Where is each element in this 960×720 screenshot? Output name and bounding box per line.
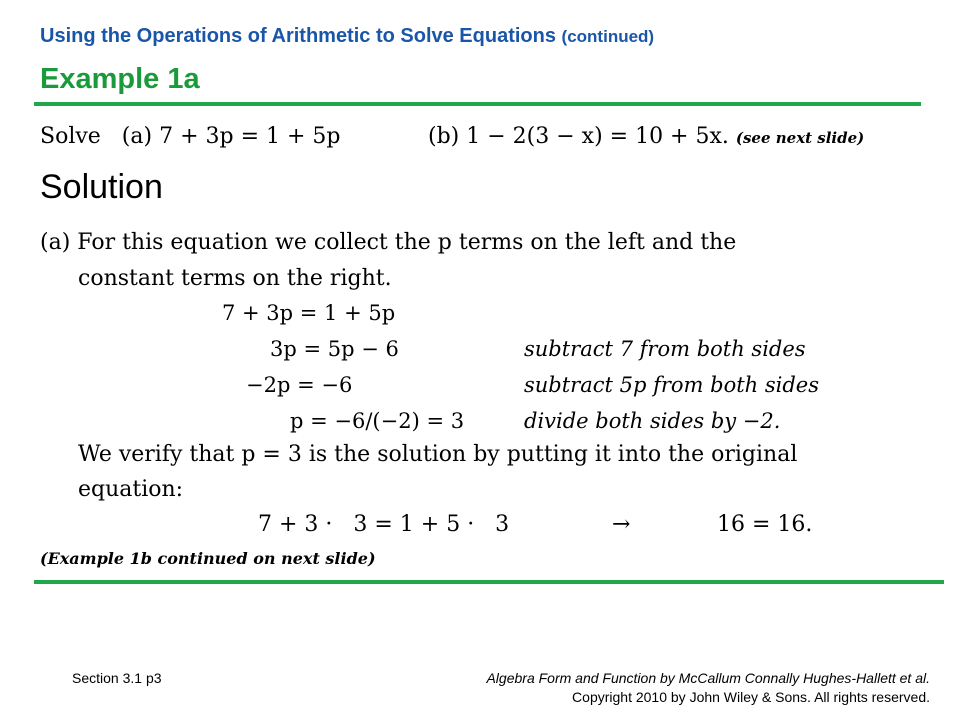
header-title-suffix: (continued) [561,27,655,46]
footer-section-label: Section 3.1 p3 [72,670,162,686]
solution-heading: Solution [40,168,163,206]
problem-statement [40,124,865,149]
continued-note: (Example 1b continued on next slide) [40,549,376,568]
problem-part-b: (b) 1 − 2(3 − x) = 10 + 5x. [428,124,729,149]
verify-line-1: We verify that p = 3 is the solution by putting it into the original [78,442,798,467]
footer-copyright: Copyright 2010 by John Wiley & Sons. All rights reserved. [572,689,930,705]
top-divider [34,102,921,106]
equation-step-2: 3p = 5p − 6 [270,337,399,361]
footer-book-credit: Algebra Form and Function by McCallum Connally Hughes-Hallett et al. [486,670,930,686]
problem-part-a: (a) 7 + 3p = 1 + 5p [121,124,341,149]
equation-step-1: 7 + 3p = 1 + 5p [222,301,396,325]
solve-label: Solve [40,124,101,149]
problem-note: (see next slide) [735,129,865,147]
problem-part-b-wrap [428,124,864,149]
equation-step-3-note: subtract 5p from both sides [524,373,820,397]
bottom-divider [34,580,944,584]
header-title-text: Using the Operations of Arithmetic to Solve Equations [40,25,556,47]
verification-equation: 7 + 3 · 3 = 1 + 5 · 3 [258,512,510,537]
equation-step-3: −2p = −6 [246,373,353,397]
intro-line-1: (a) For this equation we collect the p terms on the left and the [40,230,737,255]
verify-line-2: equation: [78,477,184,502]
equation-step-4: p = −6/(−2) = 3 [290,409,465,433]
example-title: Example 1a [40,63,200,95]
verification-result: 16 = 16. [717,512,813,537]
equation-step-4-note: divide both sides by −2. [524,409,781,433]
intro-line-2: constant terms on the right. [78,266,392,291]
slide-header [40,25,654,48]
equation-step-2-note: subtract 7 from both sides [524,337,806,361]
right-arrow-icon: → [612,512,631,537]
